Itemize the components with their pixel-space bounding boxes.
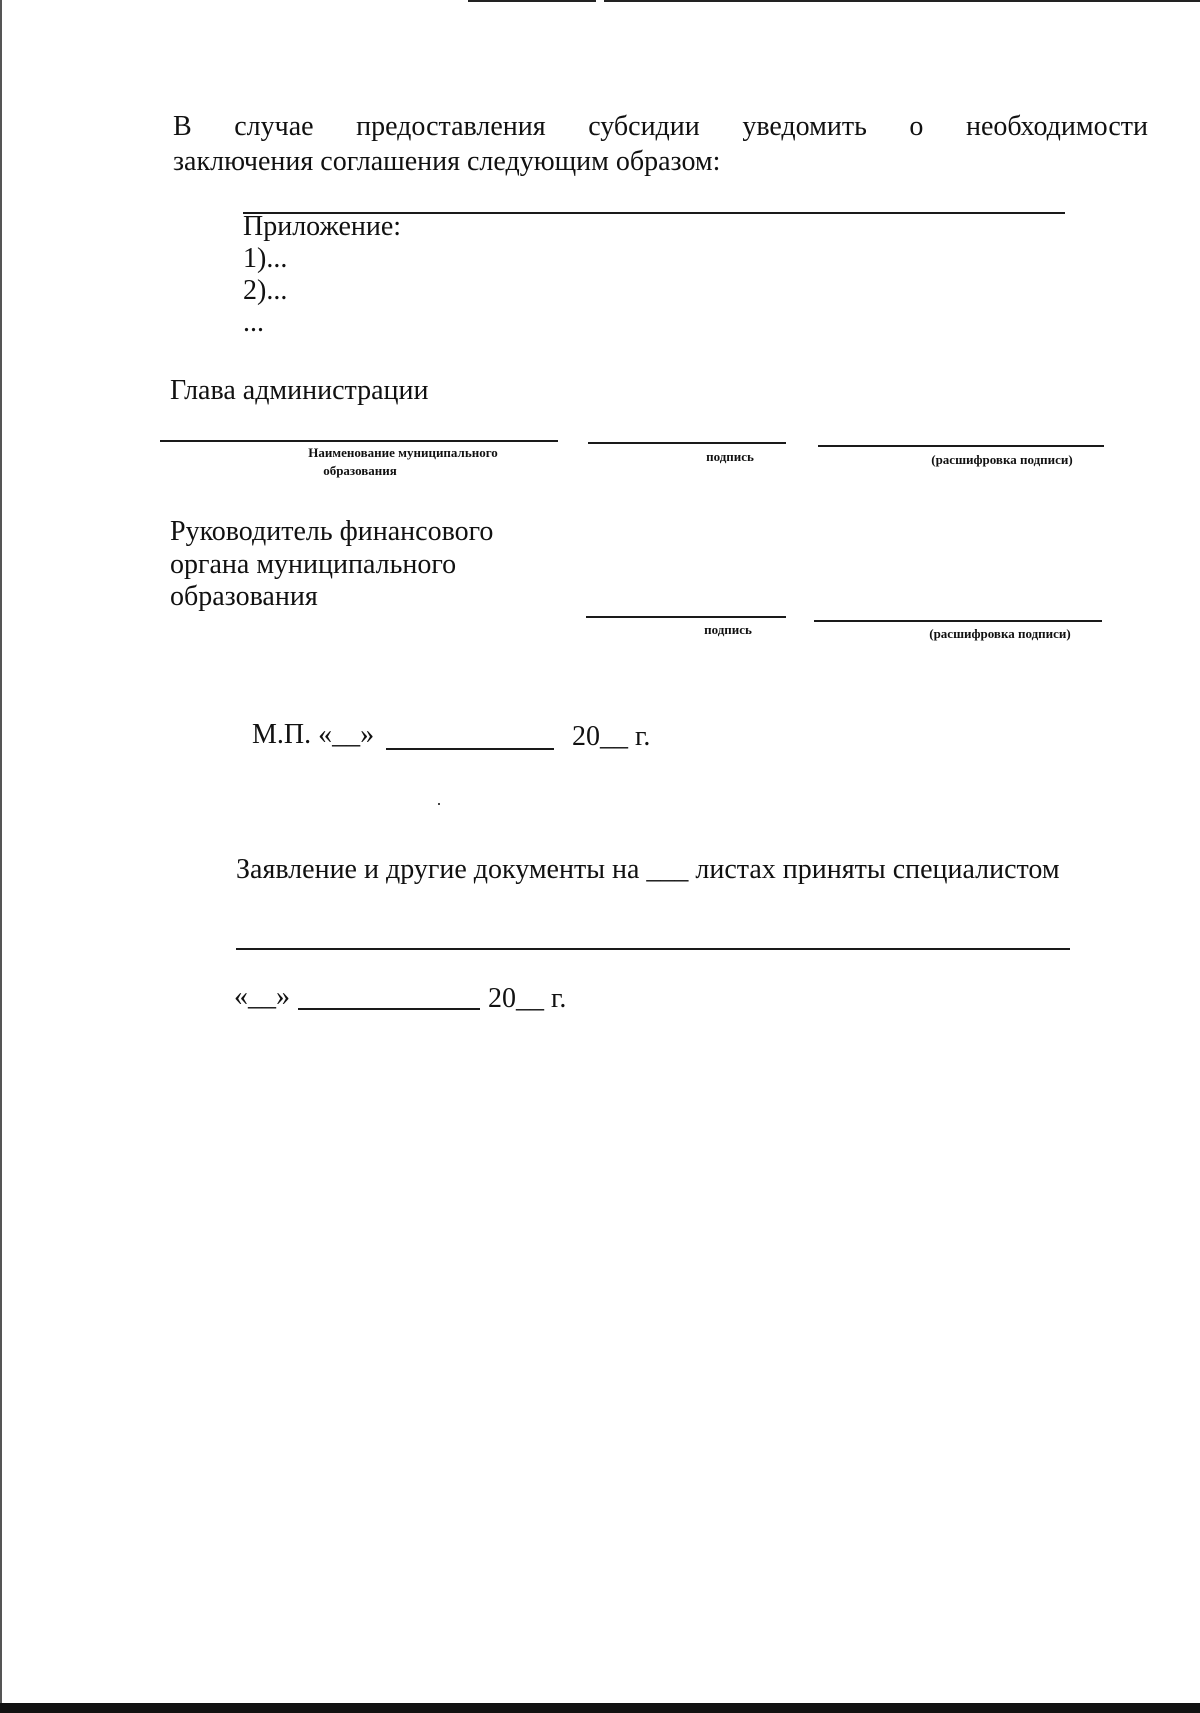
head-municipality-line — [160, 440, 558, 442]
paragraph-word: В — [173, 111, 192, 142]
head-municipality-label: Наименование муниципального — [308, 445, 498, 460]
finance-signature-line — [586, 616, 786, 618]
seal-start: М.П. «__» — [252, 719, 375, 750]
paragraph-line-2: заключения соглашения следующим образом: — [173, 146, 721, 177]
acceptance-date-blank — [298, 1008, 480, 1010]
paragraph-word: уведомить — [742, 111, 867, 142]
finance-title-2: органа муниципального — [170, 549, 457, 580]
attachments-title: Приложение: — [243, 211, 402, 242]
head-municipality-label-2: образования — [323, 463, 397, 478]
head-decoding-label: (расшифровка подписи) — [931, 452, 1073, 467]
paragraph-line-1 — [173, 110, 1148, 144]
page-left-edge — [0, 0, 2, 1713]
scan-top-mark-right — [604, 0, 1200, 2]
paragraph-word: необходимости — [965, 111, 1148, 142]
finance-decoding-line — [814, 620, 1102, 622]
finance-signature-label: подпись — [704, 622, 752, 637]
head-signature-label: подпись — [706, 449, 754, 464]
scan-top-mark-left — [468, 0, 596, 2]
paragraph-word: о — [909, 111, 924, 142]
attachment-item-1: 1)... — [243, 243, 288, 274]
stray-dot — [438, 803, 440, 805]
paragraph-word: субсидии — [588, 111, 700, 142]
head-decoding-line — [818, 445, 1104, 447]
specialist-line — [236, 948, 1070, 950]
seal-date-blank — [386, 748, 554, 750]
finance-title-1: Руководитель финансового — [170, 516, 494, 547]
finance-decoding-label: (расшифровка подписи) — [929, 626, 1071, 641]
paragraph-word: случае — [234, 111, 314, 142]
attachment-item-2: 2)... — [243, 275, 288, 306]
acceptance-date-year: 20__ г. — [488, 983, 567, 1014]
acceptance-text: Заявление и другие документы на ___ листах приняты специалистом — [236, 854, 1060, 885]
head-signature-line — [588, 442, 786, 444]
acceptance-date-start: «__» — [234, 981, 290, 1012]
scan-bottom-edge — [0, 1703, 1200, 1713]
finance-title-3: образования — [170, 581, 318, 612]
paragraph-word: предоставления — [356, 111, 546, 142]
seal-year: 20__ г. — [572, 721, 651, 752]
head-title: Глава администрации — [170, 375, 429, 406]
attachment-ellipsis: ... — [243, 307, 264, 338]
